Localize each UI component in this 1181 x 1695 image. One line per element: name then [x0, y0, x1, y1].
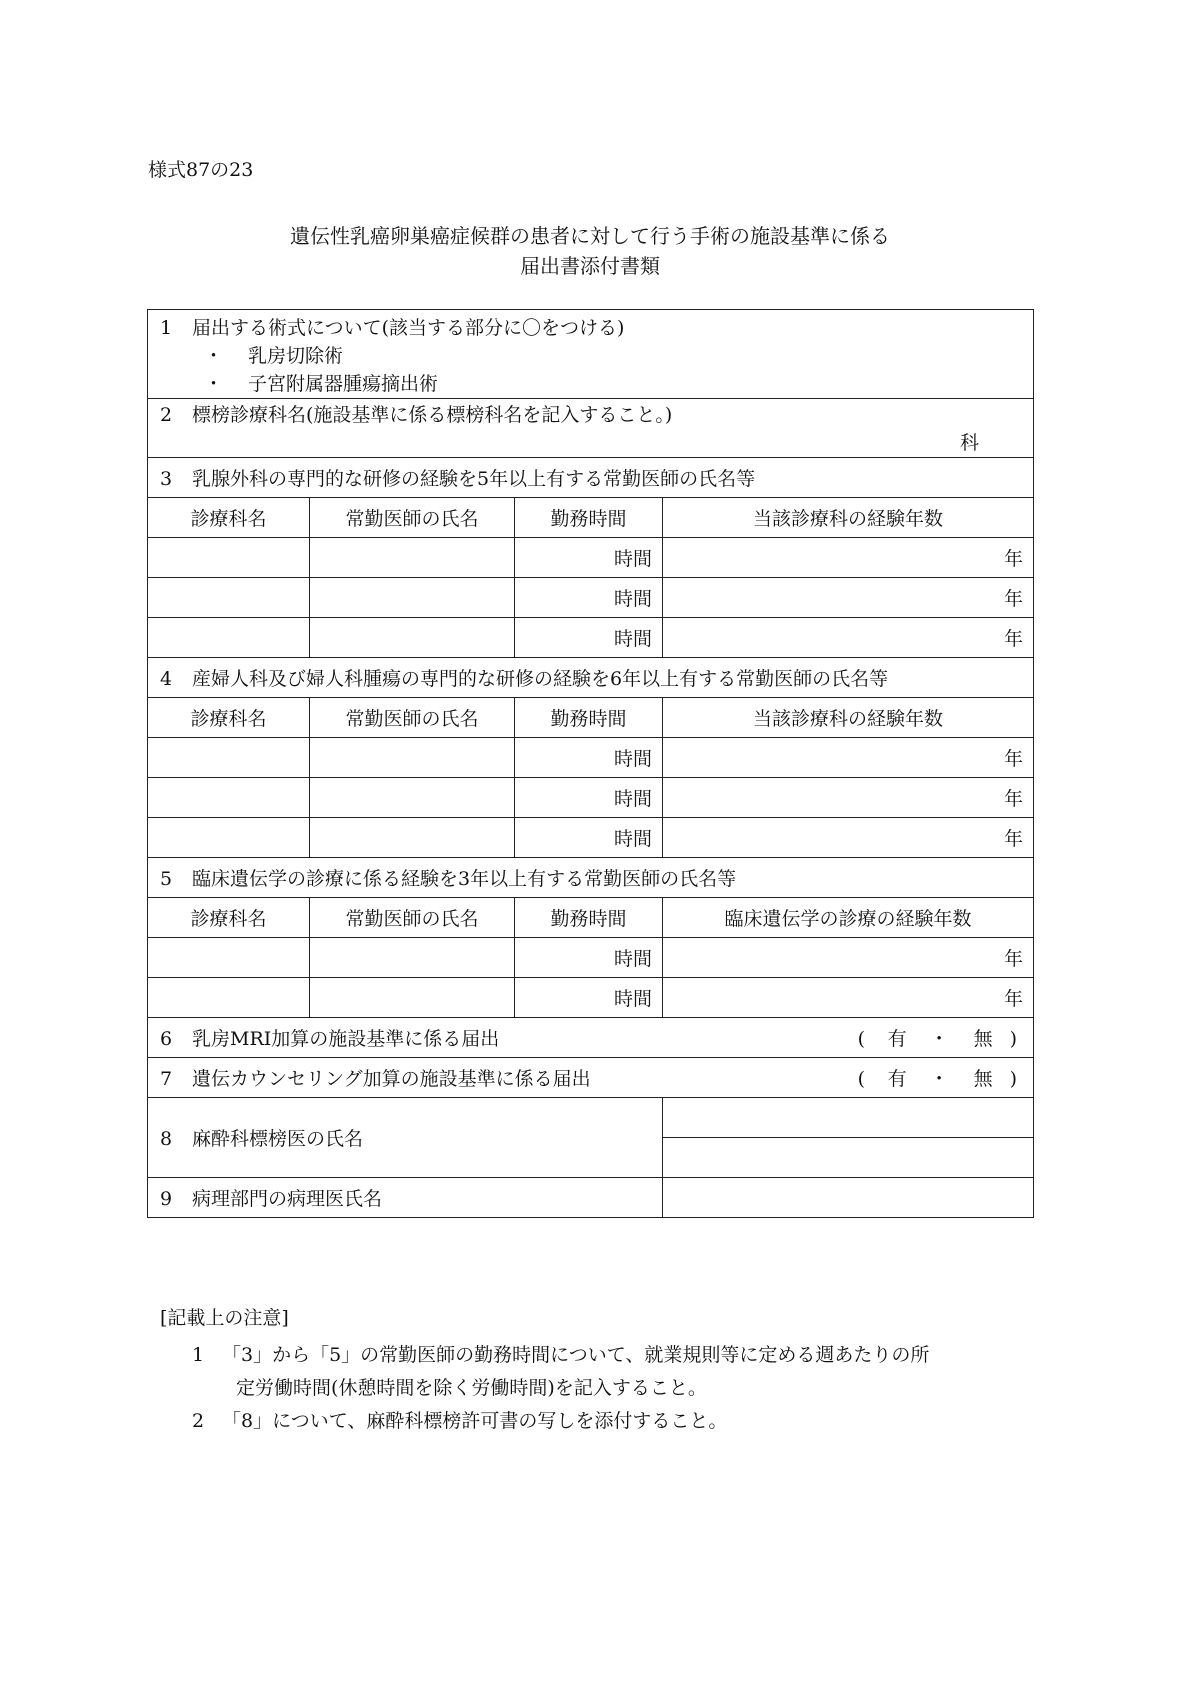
section-6-label: 乳房MRI加算の施設基準に係る届出	[192, 1028, 500, 1050]
section-2-department[interactable]	[148, 399, 1034, 458]
pathologist-name-field[interactable]	[663, 1178, 1034, 1218]
section-4-column-headers	[148, 698, 1034, 738]
section-1-number: 1	[160, 317, 173, 339]
hours-cell[interactable]: 時間	[515, 978, 663, 1018]
hours-cell[interactable]: 時間	[515, 938, 663, 978]
section-9-pathologist: 9 病理部門の病理医氏名	[148, 1178, 663, 1218]
years-cell[interactable]: 年	[663, 538, 1034, 578]
years-cell[interactable]: 年	[663, 938, 1034, 978]
hours-cell[interactable]: 時間	[515, 618, 663, 658]
notes-section	[160, 1302, 1040, 1438]
years-cell[interactable]: 年	[663, 738, 1034, 778]
header-experience-years: 当該診療科の経験年数	[663, 498, 1034, 538]
department-cell[interactable]	[148, 938, 310, 978]
header-department: 診療科名	[148, 898, 310, 938]
department-cell[interactable]	[148, 538, 310, 578]
physician-name-cell[interactable]	[310, 778, 515, 818]
section-3-heading: 3 乳腺外科の専門的な研修の経験を5年以上有する常勤医師の氏名等	[148, 458, 1034, 498]
department-cell[interactable]	[148, 578, 310, 618]
section-7-genetic-counseling: 7 遺伝カウンセリング加算の施設基準に係る届出 ( 有 ・ 無 )	[148, 1058, 1034, 1098]
section-2-label: 標榜診療科名(施設基準に係る標榜科名を記入すること。)	[192, 404, 673, 426]
anesthesiologist-name-field-2[interactable]	[663, 1138, 1034, 1178]
section-5-heading: 5 臨床遺伝学の診療に係る経験を3年以上有する常勤医師の氏名等	[148, 858, 1034, 898]
section-1-procedures	[148, 310, 1034, 399]
section-6-breast-mri: 6 乳房MRI加算の施設基準に係る届出 ( 有 ・ 無 )	[148, 1018, 1034, 1058]
years-cell[interactable]: 年	[663, 818, 1034, 858]
note-item: 2 「8」について、麻酔科標榜許可書の写しを添付すること。	[192, 1410, 728, 1432]
years-cell[interactable]: 年	[663, 618, 1034, 658]
physician-name-cell[interactable]	[310, 578, 515, 618]
section-1-label: 届出する術式について(該当する部分に〇をつける)	[192, 317, 625, 339]
document-title-line1: 遺伝性乳癌卵巣癌症候群の患者に対して行う手術の施設基準に係る	[290, 224, 890, 248]
hours-cell[interactable]: 時間	[515, 818, 663, 858]
header-physician-name: 常勤医師の氏名	[310, 898, 515, 938]
header-experience-years: 当該診療科の経験年数	[663, 698, 1034, 738]
application-form-table	[147, 309, 1034, 1218]
years-cell[interactable]: 年	[663, 578, 1034, 618]
table-row	[148, 938, 1034, 978]
section-8-label: 麻酔科標榜医の氏名	[192, 1128, 364, 1150]
section-8-anesthesiologist: 8 麻酔科標榜医の氏名	[148, 1098, 663, 1178]
physician-name-cell[interactable]	[310, 978, 515, 1018]
physician-name-cell[interactable]	[310, 618, 515, 658]
procedure-option-adnexectomy[interactable]: ・ 子宮附属器腫瘍摘出術	[204, 373, 439, 395]
years-cell[interactable]: 年	[663, 778, 1034, 818]
physician-name-cell[interactable]	[310, 738, 515, 778]
table-row	[148, 618, 1034, 658]
table-row	[148, 738, 1034, 778]
section-4-heading: 4 産婦人科及び婦人科腫瘍の専門的な研修の経験を6年以上有する常勤医師の氏名等	[148, 658, 1034, 698]
notes-heading: [記載上の注意]	[160, 1307, 289, 1329]
hours-cell[interactable]: 時間	[515, 738, 663, 778]
section-3-column-headers	[148, 498, 1034, 538]
table-row	[148, 778, 1034, 818]
header-working-hours: 勤務時間	[515, 898, 663, 938]
document-title-line2: 届出書添付書類	[520, 254, 660, 278]
note-item: 1 「3」から「5」の常勤医師の勤務時間について、就業規則等に定める週あたりの所 定労働時間(休憩時間を除く労働時間)を記入すること。	[192, 1344, 930, 1399]
department-cell[interactable]	[148, 738, 310, 778]
section-7-label: 遺伝カウンセリング加算の施設基準に係る届出	[192, 1068, 591, 1090]
table-row	[148, 978, 1034, 1018]
header-department: 診療科名	[148, 498, 310, 538]
hours-cell[interactable]: 時間	[515, 778, 663, 818]
section-9-label: 病理部門の病理医氏名	[192, 1188, 383, 1210]
physician-name-cell[interactable]	[310, 538, 515, 578]
form-number: 様式87の23	[148, 159, 254, 181]
hours-cell[interactable]: 時間	[515, 538, 663, 578]
hours-cell[interactable]: 時間	[515, 578, 663, 618]
section-2-number: 2	[160, 404, 173, 426]
department-cell[interactable]	[148, 978, 310, 1018]
physician-name-cell[interactable]	[310, 818, 515, 858]
section-5-label: 臨床遺伝学の診療に係る経験を3年以上有する常勤医師の氏名等	[192, 868, 737, 890]
section-4-label: 産婦人科及び婦人科腫瘍の専門的な研修の経験を6年以上有する常勤医師の氏名等	[192, 668, 889, 690]
yes-no-choice[interactable]: ( 有 ・ 無 )	[857, 1028, 1018, 1050]
table-row	[148, 818, 1034, 858]
header-working-hours: 勤務時間	[515, 698, 663, 738]
header-working-hours: 勤務時間	[515, 498, 663, 538]
department-cell[interactable]	[148, 778, 310, 818]
procedure-option-mastectomy[interactable]: ・ 乳房切除術	[204, 345, 344, 367]
department-suffix: 科	[960, 432, 980, 454]
table-row	[148, 538, 1034, 578]
years-cell[interactable]: 年	[663, 978, 1034, 1018]
header-genetics-experience-years: 臨床遺伝学の診療の経験年数	[663, 898, 1034, 938]
section-5-column-headers	[148, 898, 1034, 938]
header-physician-name: 常勤医師の氏名	[310, 498, 515, 538]
anesthesiologist-name-field-1[interactable]	[663, 1098, 1034, 1138]
department-cell[interactable]	[148, 618, 310, 658]
physician-name-cell[interactable]	[310, 938, 515, 978]
header-physician-name: 常勤医師の氏名	[310, 698, 515, 738]
header-department: 診療科名	[148, 698, 310, 738]
yes-no-choice[interactable]: ( 有 ・ 無 )	[857, 1068, 1018, 1090]
department-cell[interactable]	[148, 818, 310, 858]
table-row	[148, 578, 1034, 618]
section-3-label: 乳腺外科の専門的な研修の経験を5年以上有する常勤医師の氏名等	[192, 468, 756, 490]
